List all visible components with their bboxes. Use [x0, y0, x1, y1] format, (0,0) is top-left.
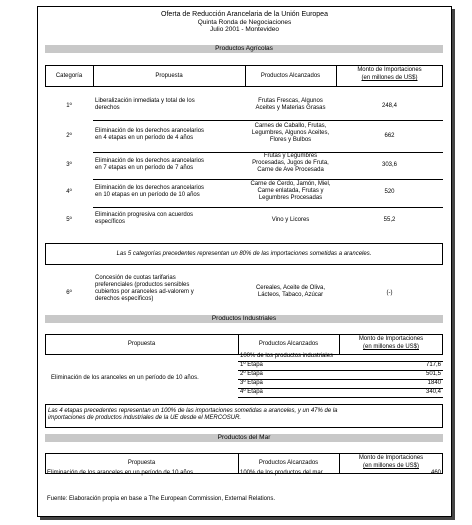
table-row-cat: 3º — [66, 162, 72, 168]
industriales-propuesta: Eliminación de los aranceles en un período de 10 años. — [51, 375, 199, 381]
col-header-monto: Monto de Importaciones — [357, 67, 422, 73]
col-header-propuesta: Propuesta — [155, 73, 183, 79]
table-row-cat: 4º — [66, 189, 72, 195]
table-row-propuesta: Liberalización inmediata y total de los derechos — [95, 98, 195, 111]
col-header-productos: Productos Alcanzados — [258, 341, 319, 347]
table-row-cat: 1º — [66, 103, 72, 109]
col-header-monto-unit: (en millones de US$) — [362, 344, 420, 350]
table-row-monto: 662 — [384, 133, 395, 139]
table-row-productos: Vino y Licores — [271, 217, 310, 223]
table-row-productos: Cereales, Aceite de Oliva, Lácteos, Tabaco, Azúcar — [255, 285, 326, 298]
list-item-monto: 340,4 — [425, 389, 441, 395]
list-item: 3º Etapa — [240, 380, 263, 386]
table-row-monto: 248,4 — [381, 103, 397, 109]
section-band-industriales: Productos Industriales — [45, 315, 443, 323]
list-item: 1º Etapa — [240, 362, 263, 368]
document-subtitle: Quinta Ronda de Negociaciones — [197, 19, 292, 26]
col-header-monto: Monto de Importaciones — [358, 336, 424, 342]
col-header-categoria: Categoría — [55, 73, 83, 79]
mar-productos: 100% de los productos del mar — [240, 470, 323, 476]
table-row-monto: 520 — [384, 189, 395, 195]
industriales-note: Las 4 etapas precedentes representan un 100% de las importaciones sometidas a aranceles, y un 47% de la importaciones de productos industriales de la UE desde el MERCOSUR. — [45, 404, 443, 428]
list-item-monto: 501,5 — [425, 371, 441, 377]
mar-monto: 460 — [430, 470, 441, 476]
section-band-agricolas: Productos Agrícolas — [45, 45, 443, 53]
document-title: Oferta de Reducción Arancelaria de la Unión Europea — [161, 11, 328, 18]
col-header-monto: Monto de Importaciones — [358, 455, 424, 461]
list-item-monto: 1840 — [427, 380, 441, 386]
source-footnote: Fuente: Elaboración propia en base a The European Commission, External Relations. — [47, 496, 276, 502]
table-row-propuesta: Eliminación progresiva con acuerdos específicos — [95, 212, 194, 225]
table-row-productos: Frutas y Legumbres Procesadas, Jugos de Fruta, Carne de Ave Procesada — [252, 153, 329, 173]
table-row-cat: 2º — [66, 133, 72, 139]
col-header-monto-unit: (en millones de US$) — [361, 75, 418, 81]
table-row-propuesta: Eliminación de los derechos arancelarios en 4 etapas en un período de 4 años — [95, 128, 205, 141]
table-row-cat: 5º — [66, 217, 72, 223]
col-header-propuesta: Propuesta — [127, 341, 156, 347]
table-row-productos: Frutas Frescas, Algunos Aceites y Materias Grasas — [255, 98, 326, 111]
col-header-monto-unit: (en millones de US$) — [362, 463, 420, 469]
industriales-productos-header: 100% de los productos industriales — [240, 353, 334, 359]
table-row-productos: Carnes de Caballo, Frutas, Legumbres, Algunos Aceites, Flores y Bulbos — [251, 123, 330, 143]
list-item: 2º Etapa — [240, 371, 263, 377]
mar-propuesta: Eliminación de los aranceles en un período de 10 años. — [47, 470, 195, 476]
table-row-monto: (-) — [386, 290, 393, 296]
table-row-propuesta: Concesión de cuotas tarifarias preferenciales (productos sensibles cubiertos por aranceles ad-valorem y derechos específicos) — [95, 275, 194, 302]
table-row-monto: 303,6 — [381, 162, 397, 168]
col-header-productos: Productos Alcanzados — [258, 460, 319, 466]
col-header-productos: Productos Alcanzados — [260, 73, 321, 79]
table-row-monto: 55,2 — [383, 217, 396, 223]
section-band-mar: Productos del Mar — [45, 434, 443, 442]
list-item-monto: 717,6 — [425, 362, 441, 368]
col-header-propuesta: Propuesta — [127, 460, 156, 466]
list-item: 4º Etapa — [240, 389, 263, 395]
table-row-productos: Carne de Cerdo, Jamón, Miel, Carne enlatada, Frutas y Legumbres Procesadas — [250, 181, 331, 201]
document-date: Julio 2001 - Montevideo — [209, 26, 279, 33]
agricolas-note: Las 5 categorías precedentes representan un 80% de las importaciones sometidas a aranceles. — [45, 243, 443, 265]
table-row-cat: 6º — [66, 290, 72, 296]
document-page — [37, 6, 452, 517]
table-row-propuesta: Eliminación de los derechos arancelarios en 10 etapas en un período de 10 años — [95, 185, 205, 198]
table-row-propuesta: Eliminación de los derechos arancelarios en 7 etapas en un período de 7 años — [95, 158, 205, 171]
